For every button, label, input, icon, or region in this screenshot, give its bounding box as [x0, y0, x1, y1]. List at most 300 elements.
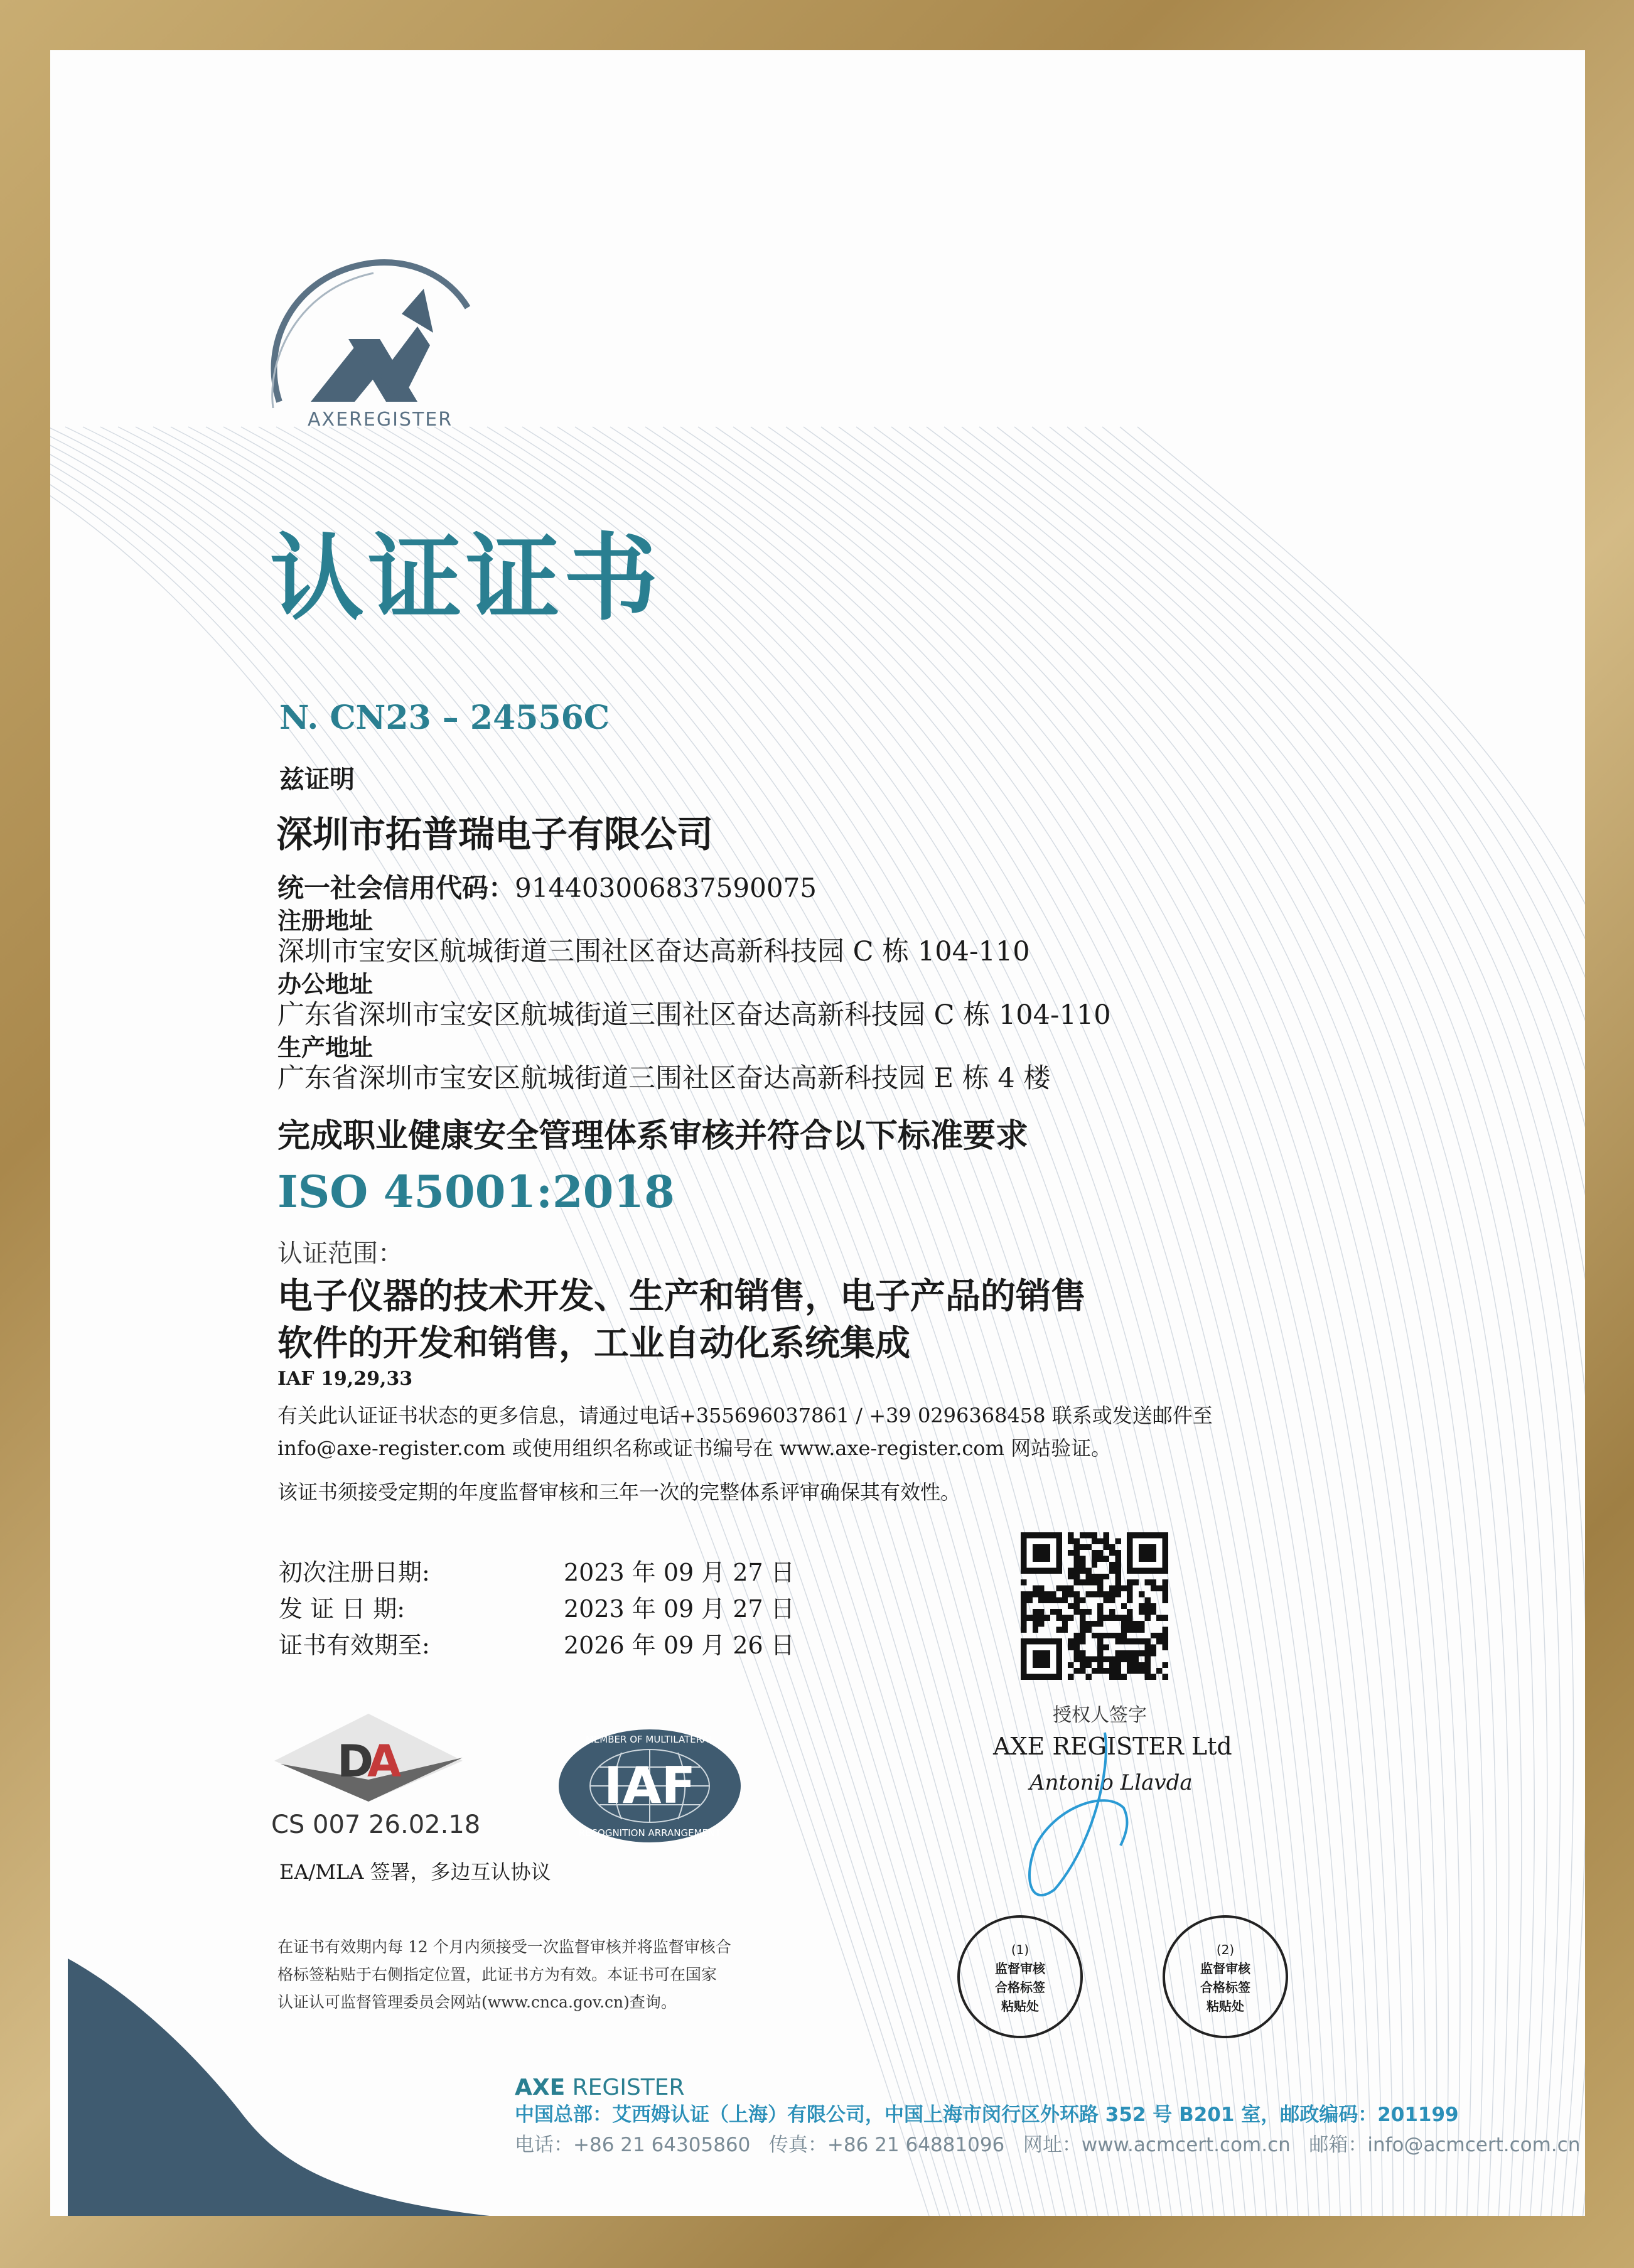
qr-module [1080, 1556, 1085, 1562]
seal-text: 合格标签 [995, 1980, 1045, 1995]
qr-module [1151, 1579, 1156, 1585]
qr-module [1033, 1609, 1038, 1615]
qr-module [1163, 1645, 1168, 1650]
qr-module [1109, 1615, 1115, 1621]
qr-module [1068, 1574, 1073, 1579]
qr-module [1092, 1579, 1097, 1585]
qr-module [1080, 1609, 1085, 1615]
qr-module [1109, 1586, 1115, 1591]
seal-text: 粘贴处 [1001, 1999, 1039, 2014]
qr-module [1092, 1556, 1097, 1562]
qr-module [1085, 1591, 1091, 1597]
validity-note: 该证书须接受定期的年度监督审核和三年一次的完整体系评审确保其有效性。 [277, 1480, 961, 1504]
qr-module [1115, 1556, 1121, 1562]
qr-module [1133, 1626, 1139, 1632]
qr-module [1109, 1597, 1115, 1603]
date-label: 证书有效期至: [279, 1631, 430, 1659]
qr-module [1074, 1656, 1080, 1662]
qr-module [1127, 1597, 1132, 1603]
qr-module [1127, 1609, 1132, 1615]
address-value: 广东省深圳市宝安区航城街道三围社区奋达高新科技园 C 栋 104-110 [277, 999, 1111, 1031]
qr-module [1104, 1645, 1109, 1650]
seal-text: 监督审核 [995, 1961, 1045, 1976]
qr-module [1127, 1638, 1132, 1644]
address-label: 注册地址 [277, 907, 374, 935]
seal-number: (1) [1011, 1942, 1029, 1957]
qr-module [1068, 1591, 1073, 1597]
qr-module [1133, 1638, 1139, 1644]
qr-module [1104, 1574, 1109, 1579]
qr-module [1068, 1638, 1073, 1644]
qr-module [1068, 1586, 1073, 1591]
qr-module [1151, 1674, 1156, 1680]
qr-module [1127, 1626, 1132, 1632]
qr-module [1156, 1586, 1162, 1591]
qr-module [1109, 1674, 1115, 1680]
qr-module [1144, 1650, 1150, 1656]
qr-module [1139, 1609, 1144, 1615]
qr-module [1121, 1674, 1127, 1680]
qr-module [1080, 1597, 1085, 1603]
info-line: 有关此认证证书状态的更多信息，请通过电话+355696037861 / +39 0296368458 联系或发送邮件至 [277, 1404, 1213, 1427]
qr-module [1068, 1550, 1073, 1556]
qr-module [1115, 1538, 1121, 1544]
qr-module [1144, 1579, 1150, 1585]
qr-module [1109, 1656, 1115, 1662]
da-code: CS 007 26.02.18 [271, 1810, 481, 1839]
intro-text: 兹证明 [279, 765, 355, 794]
qr-module [1056, 1615, 1062, 1621]
qr-module [1080, 1662, 1085, 1668]
qr-module [1127, 1591, 1132, 1597]
qr-module [1074, 1567, 1080, 1573]
qr-module [1074, 1574, 1080, 1579]
qr-module [1068, 1615, 1073, 1621]
iaf-codes: IAF 19,29,33 [277, 1368, 413, 1390]
qr-module [1033, 1544, 1050, 1562]
qr-module [1026, 1591, 1032, 1597]
seal-text: 合格标签 [1200, 1980, 1250, 1995]
qr-module [1163, 1591, 1168, 1597]
qr-module [1080, 1656, 1085, 1662]
scope-line: 软件的开发和销售，工业自动化系统集成 [277, 1323, 910, 1364]
qr-module [1080, 1562, 1085, 1567]
qr-module [1163, 1674, 1168, 1680]
date-label: 初次注册日期: [279, 1559, 430, 1586]
qr-module [1068, 1674, 1073, 1680]
qr-module [1115, 1656, 1121, 1662]
qr-module [1097, 1609, 1103, 1615]
qr-module [1033, 1615, 1038, 1621]
qr-module [1038, 1591, 1044, 1597]
credit-code-row [277, 874, 817, 903]
qr-module [1104, 1538, 1109, 1544]
address-value: 深圳市宝安区航城街道三围社区奋达高新科技园 C 栋 104-110 [277, 936, 1030, 967]
qr-module [1156, 1633, 1162, 1638]
qr-module [1038, 1586, 1044, 1591]
qr-module [1151, 1645, 1156, 1650]
qr-module [1097, 1538, 1103, 1544]
qr-module [1021, 1579, 1026, 1585]
qr-module [1115, 1550, 1121, 1556]
qr-module [1092, 1538, 1097, 1544]
qr-module [1163, 1597, 1168, 1603]
notice-line: 在证书有效期内每 12 个月内须接受一次监督审核并将监督审核合 [277, 1938, 731, 1956]
qr-module [1074, 1579, 1080, 1585]
qr-module [1074, 1633, 1080, 1638]
qr-module [1163, 1633, 1168, 1638]
qr-module [1115, 1562, 1121, 1567]
qr-module [1074, 1591, 1080, 1597]
qr-module [1144, 1662, 1150, 1668]
svg-text:A: A [367, 1736, 402, 1787]
notice-line: 格标签粘贴于右侧指定位置，此证书方为有效。本证书可在国家 [277, 1965, 718, 1984]
qr-module [1144, 1615, 1150, 1621]
qr-module [1085, 1579, 1091, 1585]
qr-module [1068, 1532, 1073, 1538]
qr-module [1104, 1668, 1109, 1674]
surveillance-label-slot-1 [957, 1915, 1083, 2038]
qr-module [1097, 1550, 1103, 1556]
iaf-logo [556, 1726, 744, 1846]
qr-module [1033, 1591, 1038, 1597]
qr-module [1080, 1668, 1085, 1674]
qr-module [1121, 1615, 1127, 1621]
qr-module [1139, 1621, 1144, 1626]
seal-text: 粘贴处 [1207, 1999, 1244, 2014]
qr-module [1127, 1586, 1132, 1591]
qr-module [1097, 1650, 1103, 1656]
verification-qr-code[interactable] [1021, 1532, 1168, 1680]
qr-module [1115, 1662, 1121, 1668]
qr-module [1109, 1562, 1115, 1567]
qr-module [1045, 1591, 1050, 1597]
svg-text:D: D [337, 1736, 374, 1787]
qr-module [1038, 1621, 1044, 1626]
iso-standard: ISO 45001:2018 [277, 1166, 675, 1218]
qr-module [1068, 1645, 1073, 1650]
qr-module [1121, 1621, 1127, 1626]
qr-module [1085, 1656, 1091, 1662]
qr-module [1115, 1586, 1121, 1591]
qr-module [1033, 1586, 1038, 1591]
qr-module [1115, 1591, 1121, 1597]
qr-module [1092, 1621, 1097, 1626]
qr-module [1156, 1638, 1162, 1644]
qr-module [1109, 1567, 1115, 1573]
qr-module [1097, 1615, 1103, 1621]
qr-module [1033, 1621, 1038, 1626]
qr-module [1074, 1638, 1080, 1644]
qr-module [1121, 1633, 1127, 1638]
qr-module [1139, 1603, 1144, 1609]
qr-module [1097, 1586, 1103, 1591]
qr-module [1092, 1532, 1097, 1538]
qr-module [1139, 1544, 1156, 1562]
qr-module [1133, 1621, 1139, 1626]
qr-module [1080, 1579, 1085, 1585]
qr-module [1104, 1556, 1109, 1562]
qr-module [1104, 1544, 1109, 1550]
qr-module [1074, 1550, 1080, 1556]
qr-module [1068, 1662, 1073, 1668]
qr-module [1074, 1538, 1080, 1544]
qr-module [1092, 1668, 1097, 1674]
qr-module [1074, 1609, 1080, 1615]
qr-module [1085, 1662, 1091, 1668]
qr-module [1080, 1621, 1085, 1626]
da-accreditation-logo [274, 1714, 469, 1808]
signatory-name: Antonio Llavda [1029, 1770, 1193, 1795]
qr-module [1115, 1615, 1121, 1621]
info-line: info@axe-register.com 或使用组织名称或证书编号在 www.axe-register.com 网站验证。 [277, 1436, 1112, 1460]
qr-module [1104, 1532, 1109, 1538]
qr-module [1080, 1626, 1085, 1632]
qr-module [1127, 1579, 1132, 1585]
qr-module [1163, 1662, 1168, 1668]
qr-module [1133, 1662, 1139, 1668]
qr-module [1133, 1656, 1139, 1662]
qr-module [1104, 1656, 1109, 1662]
qr-module [1021, 1615, 1026, 1621]
qr-module [1127, 1662, 1132, 1668]
qr-module [1127, 1668, 1132, 1674]
qr-module [1092, 1562, 1097, 1567]
qr-module [1080, 1650, 1085, 1656]
address-value: 广东省深圳市宝安区航城街道三围社区奋达高新科技园 E 栋 4 楼 [277, 1063, 1051, 1094]
qr-module [1121, 1586, 1127, 1591]
qr-module [1050, 1609, 1056, 1615]
qr-module [1080, 1544, 1085, 1550]
surveillance-label-slot-2 [1163, 1915, 1288, 2038]
svg-text:MEMBER OF MULTILATERAL: MEMBER OF MULTILATERAL [585, 1734, 714, 1745]
qr-module [1080, 1638, 1085, 1644]
address-label: 办公地址 [277, 970, 374, 998]
qr-module [1056, 1609, 1062, 1615]
qr-module [1021, 1621, 1026, 1626]
qr-module [1104, 1615, 1109, 1621]
qr-module [1062, 1597, 1068, 1603]
qr-module [1085, 1574, 1091, 1579]
qr-module [1062, 1591, 1068, 1597]
qr-module [1115, 1633, 1121, 1638]
qr-module [1163, 1638, 1168, 1644]
qr-module [1062, 1621, 1068, 1626]
qr-module [1097, 1662, 1103, 1668]
qr-module [1156, 1668, 1162, 1674]
qr-module [1163, 1626, 1168, 1632]
qr-module [1127, 1656, 1132, 1662]
qr-module [1038, 1609, 1044, 1615]
qr-module [1085, 1609, 1091, 1615]
qr-module [1127, 1650, 1132, 1656]
qr-module [1068, 1538, 1073, 1544]
qr-module [1080, 1633, 1085, 1638]
qr-module [1144, 1668, 1150, 1674]
date-value: 2023 年 09 月 27 日 [564, 1595, 795, 1623]
qr-module [1121, 1626, 1127, 1632]
qr-module [1127, 1621, 1132, 1626]
signatory-company: AXE REGISTER Ltd [993, 1733, 1232, 1760]
qr-module [1144, 1656, 1150, 1662]
qr-module [1074, 1597, 1080, 1603]
qr-module [1109, 1662, 1115, 1668]
qr-module [1045, 1597, 1050, 1603]
logo-brand-text: AXEREGISTER [308, 409, 453, 431]
qr-module [1115, 1579, 1121, 1585]
qr-module [1121, 1656, 1127, 1662]
footer-headquarters: 中国总部：艾西姆认证（上海）有限公司，中国上海市闵行区外环路 352 号 B201 室，邮政编码：201199 [515, 2104, 1459, 2126]
qr-module [1127, 1615, 1132, 1621]
qr-module [1085, 1674, 1091, 1680]
qr-module [1056, 1586, 1062, 1591]
qr-module [1115, 1638, 1121, 1644]
qr-module [1085, 1532, 1091, 1538]
qr-module [1097, 1603, 1103, 1609]
qr-module [1074, 1544, 1080, 1550]
notice-line: 认证认可监督管理委员会网站(www.cnca.gov.cn)查询。 [277, 1993, 677, 2011]
qr-module [1080, 1532, 1085, 1538]
footer-contact: 电话：+86 21 64305860 传真：+86 21 64881096 网址：www.acmcert.com.cn 邮箱：info@acmcert.com.cn [515, 2134, 1581, 2156]
qr-module [1121, 1650, 1127, 1656]
qr-module [1139, 1662, 1144, 1668]
footer-brand-b: REGISTER [572, 2075, 685, 2100]
qr-module [1021, 1609, 1026, 1615]
certificate [50, 50, 1585, 2216]
date-value: 2023 年 09 月 27 日 [564, 1559, 795, 1586]
qr-module [1109, 1544, 1115, 1550]
seal-number: (2) [1216, 1942, 1235, 1957]
qr-module [1151, 1609, 1156, 1615]
svg-text:RECOGNITION ARRANGEMENT: RECOGNITION ARRANGEMENT [578, 1827, 721, 1839]
certificate-number: N. CN23 – 24556C [279, 699, 610, 737]
qr-module [1151, 1603, 1156, 1609]
qr-module [1074, 1562, 1080, 1567]
qr-module [1074, 1556, 1080, 1562]
qr-module [1104, 1597, 1109, 1603]
qr-module [1097, 1645, 1103, 1650]
qr-module [1097, 1574, 1103, 1579]
qr-module [1109, 1668, 1115, 1674]
qr-module [1144, 1645, 1150, 1650]
date-label: 发 证 日 期: [279, 1595, 406, 1623]
signature-label: 授权人签字 [1053, 1704, 1147, 1726]
qr-module [1092, 1633, 1097, 1638]
qr-module [1121, 1638, 1127, 1644]
qr-module [1080, 1615, 1085, 1621]
qr-module [1085, 1621, 1091, 1626]
qr-module [1021, 1591, 1026, 1597]
qr-module [1144, 1674, 1150, 1680]
qr-module [1097, 1638, 1103, 1644]
compliance-statement: 完成职业健康安全管理体系审核并符合以下标准要求 [277, 1117, 1029, 1155]
qr-module [1139, 1626, 1144, 1632]
qr-module [1139, 1638, 1144, 1644]
qr-module [1038, 1597, 1044, 1603]
qr-module [1038, 1615, 1044, 1621]
qr-module [1144, 1597, 1150, 1603]
qr-module [1097, 1591, 1103, 1597]
qr-module [1021, 1597, 1026, 1603]
qr-module [1021, 1626, 1026, 1632]
qr-module [1156, 1615, 1162, 1621]
qr-module [1133, 1579, 1139, 1585]
qr-module [1163, 1586, 1168, 1591]
qr-module [1097, 1621, 1103, 1626]
qr-module [1074, 1603, 1080, 1609]
qr-module [1092, 1656, 1097, 1662]
qr-module [1121, 1603, 1127, 1609]
qr-module [1062, 1586, 1068, 1591]
credit-code-label: 统一社会信用代码： [277, 873, 515, 903]
qr-module [1080, 1567, 1085, 1573]
qr-module [1097, 1656, 1103, 1662]
qr-module [1062, 1626, 1068, 1632]
qr-module [1085, 1544, 1091, 1550]
date-value: 2026 年 09 月 26 日 [564, 1631, 795, 1659]
qr-module [1109, 1591, 1115, 1597]
svg-text:IAF: IAF [603, 1756, 696, 1815]
qr-module [1097, 1633, 1103, 1638]
qr-module [1097, 1668, 1103, 1674]
qr-module [1050, 1597, 1056, 1603]
qr-module [1062, 1615, 1068, 1621]
qr-module [1115, 1567, 1121, 1573]
qr-module [1068, 1603, 1073, 1609]
qr-module [1033, 1626, 1038, 1632]
qr-module [1151, 1633, 1156, 1638]
scope-line: 电子仪器的技术开发、生产和销售，电子产品的销售 [277, 1276, 1086, 1317]
qr-module [1133, 1668, 1139, 1674]
qr-module [1115, 1674, 1121, 1680]
qr-module [1139, 1668, 1144, 1674]
qr-module [1092, 1550, 1097, 1556]
qr-module [1085, 1567, 1091, 1573]
qr-module [1033, 1650, 1050, 1668]
credit-code: 914403006837590075 [515, 873, 817, 903]
qr-module [1045, 1615, 1050, 1621]
qr-module [1104, 1633, 1109, 1638]
qr-module [1097, 1556, 1103, 1562]
qr-module [1139, 1591, 1144, 1597]
qr-module [1109, 1550, 1115, 1556]
qr-module [1139, 1650, 1144, 1656]
qr-module [1026, 1615, 1032, 1621]
qr-module [1151, 1650, 1156, 1656]
qr-module [1074, 1650, 1080, 1656]
qr-module [1050, 1591, 1056, 1597]
qr-module [1056, 1597, 1062, 1603]
qr-module [1074, 1645, 1080, 1650]
footer-brand-a: AXE [515, 2075, 566, 2100]
qr-module [1115, 1668, 1121, 1674]
qr-module [1092, 1574, 1097, 1579]
qr-module [1026, 1597, 1032, 1603]
mla-text: EA/MLA 签署，多边互认协议 [279, 1860, 551, 1884]
qr-module [1144, 1609, 1150, 1615]
qr-module [1109, 1633, 1115, 1638]
qr-module [1163, 1615, 1168, 1621]
qr-module [1021, 1603, 1026, 1609]
qr-module [1115, 1574, 1121, 1579]
seal-text: 监督审核 [1200, 1961, 1250, 1976]
company-name: 深圳市拓普瑞电子有限公司 [276, 813, 714, 856]
qr-module [1104, 1591, 1109, 1597]
qr-module [1109, 1609, 1115, 1615]
qr-module [1085, 1626, 1091, 1632]
qr-module [1151, 1586, 1156, 1591]
qr-module [1144, 1638, 1150, 1644]
